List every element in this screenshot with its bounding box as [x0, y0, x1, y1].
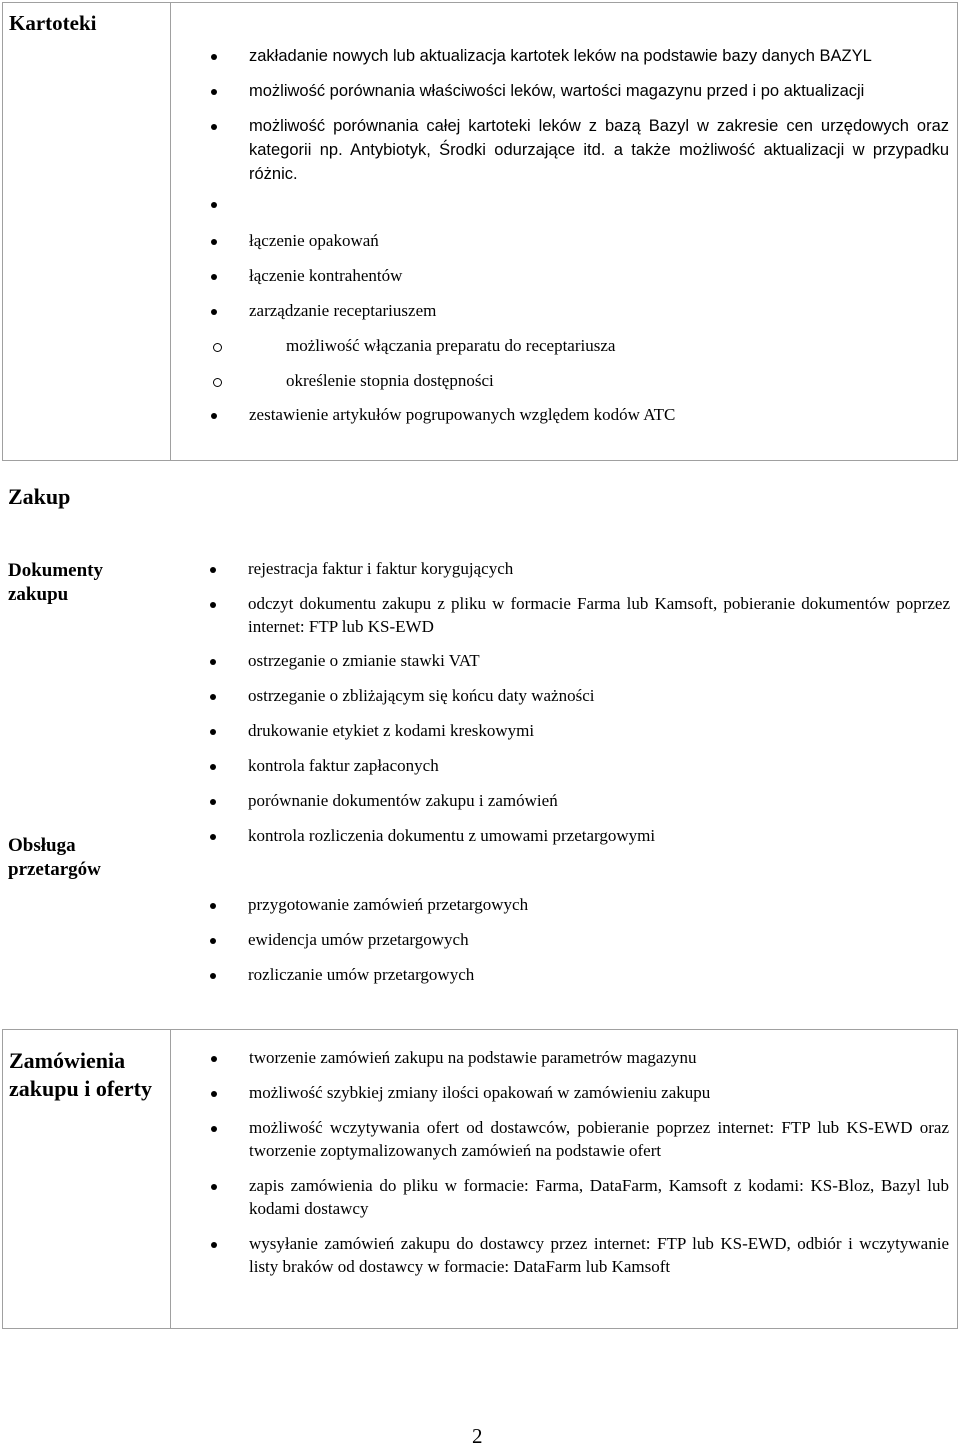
sub-list-item: możliwość włączania preparatu do receptariusza — [286, 336, 616, 355]
list-item: ewidencja umów przetargowych — [248, 930, 469, 949]
zamowienia-section — [2, 1029, 958, 1329]
list-item: łączenie opakowań — [249, 231, 379, 250]
bullet-icon — [210, 602, 216, 608]
bullet-icon — [211, 1091, 217, 1097]
list-item: odczyt dokumentu zakupu z pliku w formacie Farma lub Kamsoft, pobieranie dokumentów poprzez internet: FTP lub KS-EWD — [248, 594, 950, 636]
list-item: możliwość wczytywania ofert od dostawców, pobieranie poprzez internet: FTP lub KS-EWD oraz tworzenie zoptymalizowanych zamówień na podstawie ofert — [249, 1118, 949, 1160]
zamowienia-header: Zamówienia zakupu i oferty — [9, 1048, 152, 1101]
bullet-icon — [211, 1126, 217, 1132]
list-item: wysyłanie zamówień zakupu do dostawcy przez internet: FTP lub KS-EWD, odbiór i wczytywanie listy braków od dostawcy w formacie: DataFarm lub Kamsoft — [249, 1234, 949, 1276]
bullet-icon — [210, 694, 216, 700]
list-item: przygotowanie zamówień przetargowych — [248, 895, 529, 914]
page-number: 2 — [472, 1424, 483, 1448]
bullet-icon — [211, 1242, 217, 1248]
bullet-icon — [211, 89, 217, 95]
list-item: ostrzeganie o zmianie stawki VAT — [248, 651, 480, 670]
bullet-icon — [211, 202, 217, 208]
list-item: kontrola rozliczenia dokumentu z umowami przetargowymi — [248, 826, 656, 845]
list-item: kontrola faktur zapłaconych — [248, 756, 439, 775]
circle-bullet-icon — [213, 343, 222, 352]
list-item: tworzenie zamówień zakupu na podstawie parametrów magazynu — [249, 1048, 697, 1067]
list-item: zakładanie nowych lub aktualizacja kartotek leków na podstawie bazy danych BAZYL — [249, 47, 872, 65]
list-item: zapis zamówienia do pliku w formacie: Farma, DataFarm, Kamsoft z kodami: KS-Bloz, Bazyl lub kodami dostawcy — [249, 1176, 949, 1218]
list-item: porównanie dokumentów zakupu i zamówień — [248, 791, 558, 810]
list-item: ostrzeganie o zbliżającym się końcu daty ważności — [248, 686, 595, 705]
list-item: zestawienie artykułów pogrupowanych względem kodów ATC — [249, 405, 676, 424]
bullet-icon — [210, 834, 216, 840]
zamowienia-header-cell — [3, 1030, 171, 1328]
list-item: zarządzanie receptariuszem — [249, 301, 437, 320]
list-item: możliwość porównania właściwości leków, wartości magazynu przed i po aktualizacji — [249, 82, 865, 100]
list-item: drukowanie etykiet z kodami kreskowymi — [248, 721, 535, 740]
bullet-icon — [210, 799, 216, 805]
bullet-icon — [210, 903, 216, 909]
circle-bullet-icon — [213, 378, 222, 387]
bullet-icon — [210, 567, 216, 573]
bullet-icon — [210, 938, 216, 944]
obsluga-przetargow-label: Obsługa przetargów — [8, 835, 101, 880]
bullet-icon — [211, 1056, 217, 1062]
bullet-icon — [211, 274, 217, 280]
bullet-icon — [211, 309, 217, 315]
bullet-icon — [211, 124, 217, 130]
bullet-icon — [211, 239, 217, 245]
bullet-icon — [211, 54, 217, 60]
kartoteki-header: Kartoteki — [9, 11, 97, 35]
list-item: łączenie kontrahentów — [249, 266, 403, 285]
bullet-icon — [210, 973, 216, 979]
list-item: możliwość szybkiej zmiany ilości opakowań w zamówieniu zakupu — [249, 1083, 711, 1102]
kartoteki-section — [2, 2, 958, 461]
sub-list-item: określenie stopnia dostępności — [286, 371, 494, 390]
list-item: rejestracja faktur i faktur korygujących — [248, 559, 514, 578]
bullet-icon — [210, 764, 216, 770]
bullet-icon — [210, 729, 216, 735]
bullet-icon — [210, 659, 216, 665]
list-item: możliwość porównania całej kartoteki leków z bazą Bazyl w zakresie cen urzędowych oraz kategorii np. Antybiotyk, Środki odurzające itd. a także możliwość aktualizacji w przypadku różnic. — [249, 117, 949, 183]
bullet-icon — [211, 1184, 217, 1190]
zakup-title: Zakup — [8, 484, 71, 509]
dokumenty-zakupu-label: Dokumenty zakupu — [8, 560, 104, 605]
bullet-icon — [211, 413, 217, 419]
list-item: rozliczanie umów przetargowych — [248, 965, 475, 984]
kartoteki-header-cell — [3, 3, 171, 460]
